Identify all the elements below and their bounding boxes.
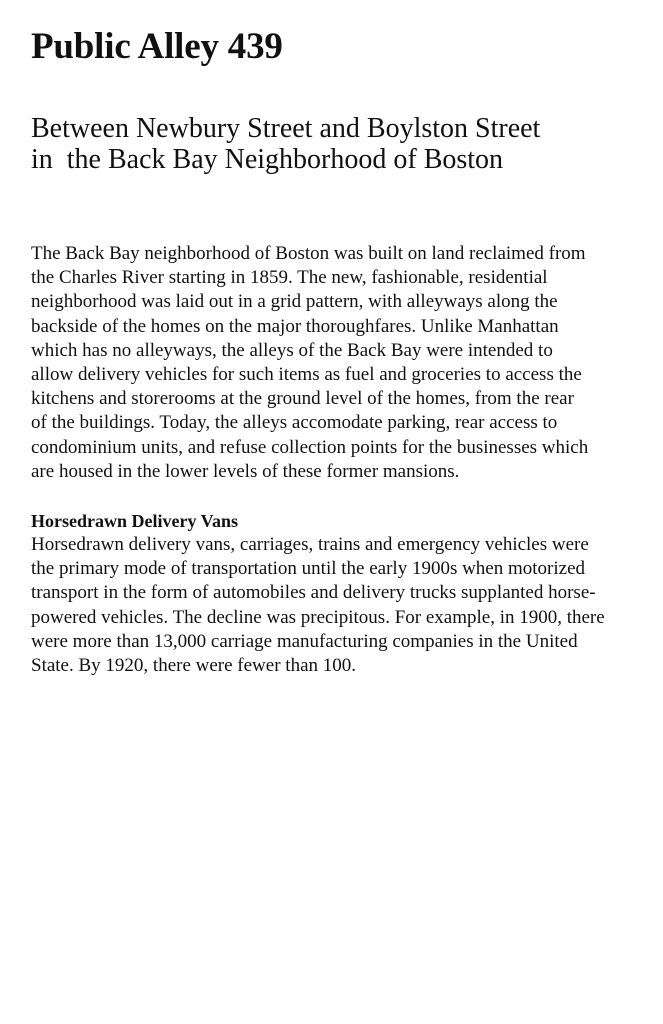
paragraph-line: Horsedrawn delivery vans, carriages, trains and emergency vehicles were: [31, 534, 589, 555]
paragraph-line: State. By 1920, there were fewer than 100.: [31, 655, 357, 677]
paragraph-line: The Back Bay neighborhood of Boston was built on land reclaimed from: [31, 243, 586, 264]
page-title: Public Alley 439: [31, 26, 283, 67]
intro-paragraph: [31, 242, 588, 484]
subtitle-line: Between Newbury Street and Boylston Street: [31, 113, 541, 144]
paragraph-line: backside of the homes on the major thoroughfares. Unlike Manhattan: [31, 315, 559, 337]
paragraph-line: the Charles River starting in 1859. The new, fashionable, residential: [31, 267, 548, 289]
paragraph-line: condominium units, and refuse collection points for the businesses which: [31, 436, 589, 458]
paragraph-line: are housed in the lower levels of these former mansions.: [31, 460, 460, 482]
paragraph-line: were more than 13,000 carriage manufacturing companies in the United: [31, 630, 578, 652]
subtitle-line: in the Back Bay Neighborhood of Boston: [31, 144, 504, 175]
paragraph-line: powered vehicles. The decline was precipitous. For example, in 1900, there: [31, 606, 605, 628]
paragraph-line: allow delivery vehicles for such items as fuel and groceries to access the: [31, 364, 582, 386]
section-heading: Horsedrawn Delivery Vans: [31, 511, 238, 531]
paragraph-line: transport in the form of automobiles and delivery trucks supplanted horse-: [31, 582, 596, 604]
paragraph-line: which has no alleyways, the alleys of the Back Bay were intended to: [31, 339, 553, 361]
paragraph-line: kitchens and storerooms at the ground level of the homes, from the rear: [31, 388, 574, 410]
paragraph-line: neighborhood was laid out in a grid pattern, with alleyways along the: [31, 291, 558, 313]
paragraph-line: of the buildings. Today, the alleys accomodate parking, rear access to: [31, 412, 558, 434]
page-subtitle: [31, 113, 540, 175]
paragraph-line: the primary mode of transportation until the early 1900s when motorized: [31, 558, 586, 580]
section-paragraph: [31, 533, 605, 678]
